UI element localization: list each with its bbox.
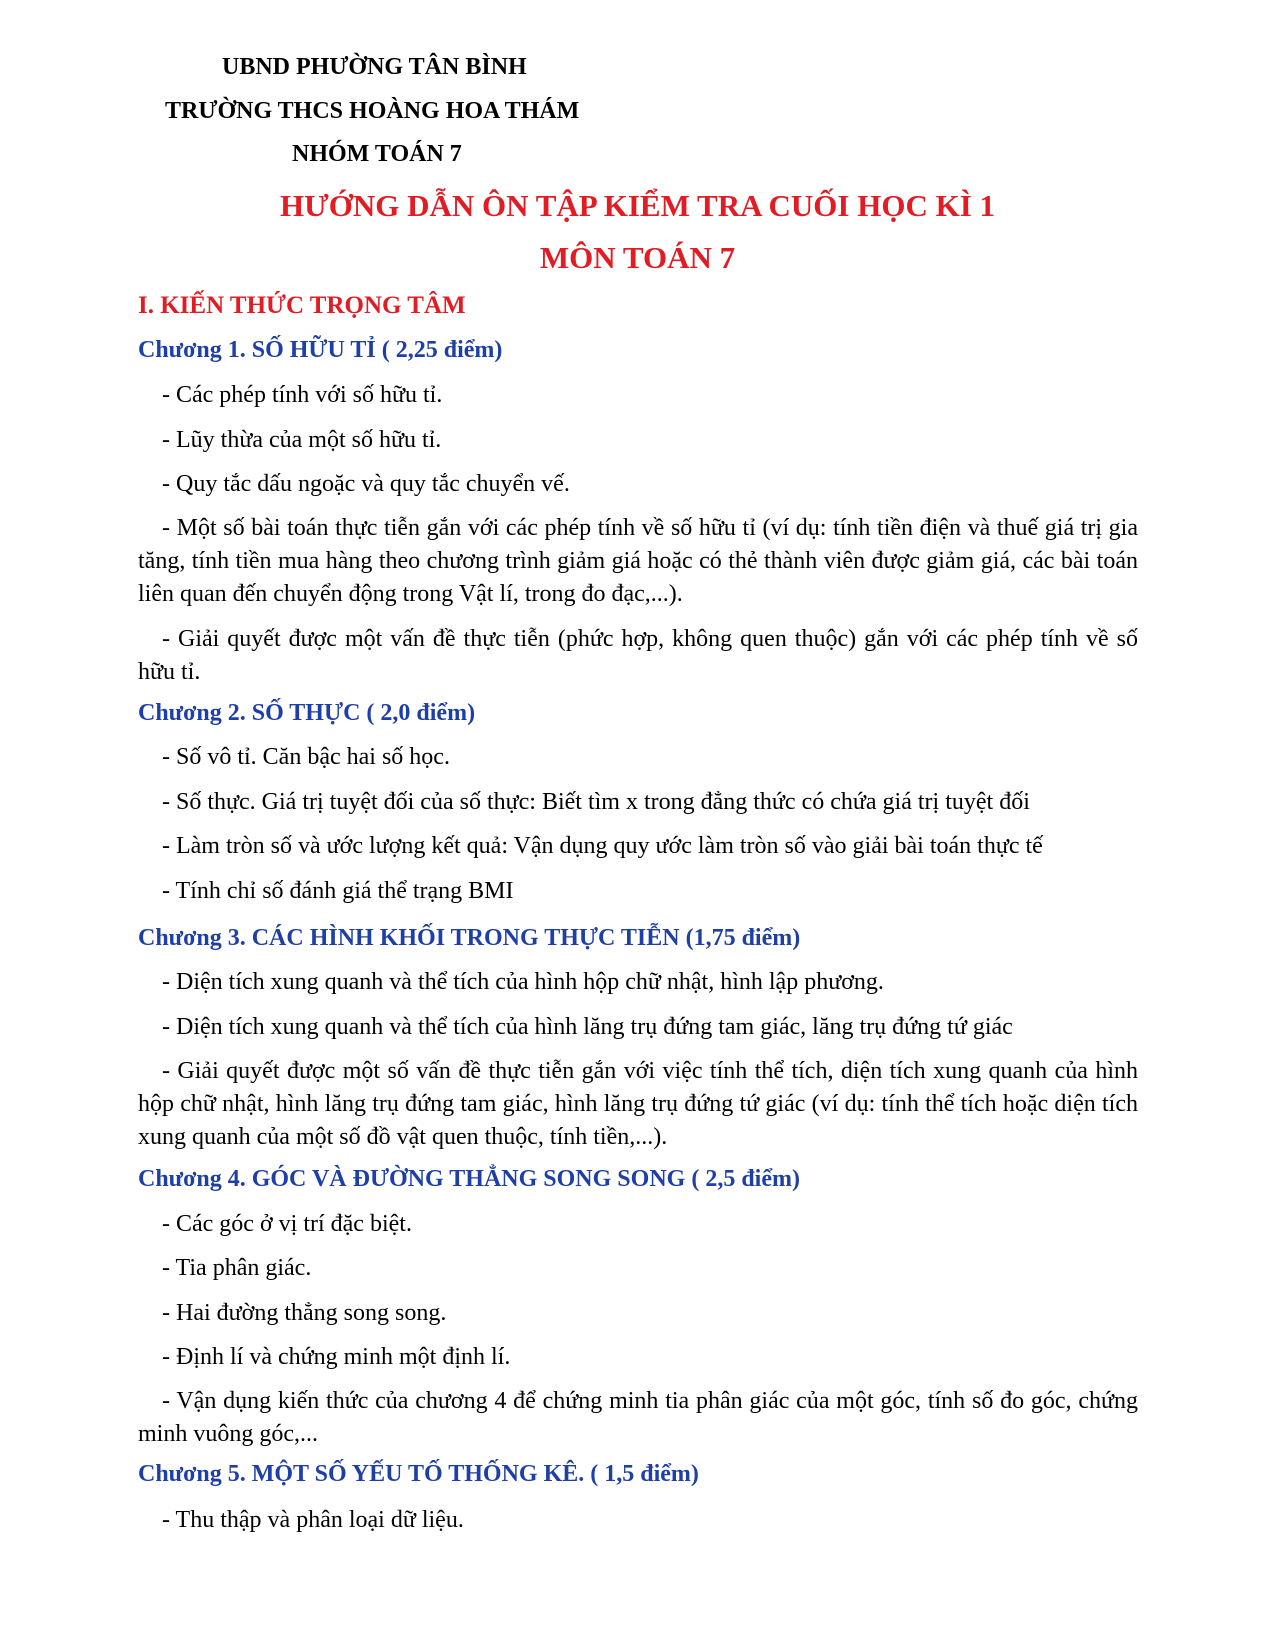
header-authority: UBND PHƯỜNG TÂN BÌNH xyxy=(222,54,527,80)
chapter-5-item-1: - Thu thập và phân loại dữ liệu. xyxy=(162,1507,464,1533)
chapter-3-item-1: - Diện tích xung quanh và thể tích của hình hộp chữ nhật, hình lập phương. xyxy=(162,969,884,995)
chapter-4-heading: Chương 4. GÓC VÀ ĐƯỜNG THẲNG SONG SONG ( 2,5 điểm) xyxy=(138,1166,800,1192)
chapter-3-item-3: - Giải quyết được một số vấn đề thực tiễn gắn với việc tính thể tích, diện tích xung quanh của hình hộp chữ nhật, hình lăng trụ đứng tam giác, hình lăng trụ đứng tứ giác (ví dụ: tính thể tích hoặc diện tích xung quanh của một số đồ vật quen thuộc, tính tiền,...). xyxy=(138,1058,1138,1150)
chapter-1-item-3: - Quy tắc dấu ngoặc và quy tắc chuyển vế. xyxy=(162,471,570,497)
chapter-4-item-1: - Các góc ở vị trí đặc biệt. xyxy=(162,1211,412,1237)
chapter-4-item-4: - Định lí và chứng minh một định lí. xyxy=(162,1344,511,1370)
chapter-4-item-3: - Hai đường thẳng song song. xyxy=(162,1300,447,1326)
document-title: HƯỚNG DẪN ÔN TẬP KIỂM TRA CUỐI HỌC KÌ 1 xyxy=(279,188,996,223)
chapter-5-heading: Chương 5. MỘT SỐ YẾU TỐ THỐNG KÊ. ( 1,5 điểm) xyxy=(138,1461,699,1487)
document-subtitle: MÔN TOÁN 7 xyxy=(539,240,736,275)
chapter-4-item-2: - Tia phân giác. xyxy=(162,1255,312,1281)
chapter-2-item-2: - Số thực. Giá trị tuyệt đối của số thực: Biết tìm x trong đẳng thức có chứa giá trị tuyệt đối xyxy=(162,789,1030,815)
chapter-1-item-1: - Các phép tính với số hữu tỉ. xyxy=(162,382,443,408)
chapter-1-item-2: - Lũy thừa của một số hữu tỉ. xyxy=(162,427,442,453)
chapter-2-heading: Chương 2. SỐ THỰC ( 2,0 điểm) xyxy=(138,700,476,726)
section-heading: I. KIẾN THỨC TRỌNG TÂM xyxy=(138,292,466,319)
chapter-3-item-2: - Diện tích xung quanh và thể tích của hình lăng trụ đứng tam giác, lăng trụ đứng tứ giác xyxy=(162,1014,1013,1040)
chapter-2-item-1: - Số vô tỉ. Căn bậc hai số học. xyxy=(162,744,450,770)
chapter-1-heading: Chương 1. SỐ HỮU TỈ ( 2,25 điểm) xyxy=(138,337,503,363)
chapter-2-item-4: - Tính chỉ số đánh giá thể trạng BMI xyxy=(162,878,514,904)
chapter-1-item-5: - Giải quyết được một vấn đề thực tiễn (phức hợp, không quen thuộc) gắn với các phép tính về số hữu tỉ. xyxy=(138,626,1138,685)
chapter-1-item-4: - Một số bài toán thực tiễn gắn với các phép tính về số hữu tỉ (ví dụ: tính tiền điện và thuế giá trị gia tăng, tính tiền mua hàng theo chương trình giảm giá hoặc có thẻ thành viên được giảm giá, các bài toán liên quan đến chuyển động trong Vật lí, trong đo đạc,...). xyxy=(138,515,1138,607)
header-school: TRƯỜNG THCS HOÀNG HOA THÁM xyxy=(165,98,580,124)
header-group: NHÓM TOÁN 7 xyxy=(292,141,462,167)
chapter-4-item-5: - Vận dụng kiến thức của chương 4 để chứng minh tia phân giác của một góc, tính số đo góc, chứng minh vuông góc,... xyxy=(138,1388,1138,1447)
chapter-2-item-3: - Làm tròn số và ước lượng kết quả: Vận dụng quy ước làm tròn số vào giải bài toán thực tế xyxy=(162,833,1043,859)
chapter-3-heading: Chương 3. CÁC HÌNH KHỐI TRONG THỰC TIỄN (1,75 điểm) xyxy=(138,925,801,951)
